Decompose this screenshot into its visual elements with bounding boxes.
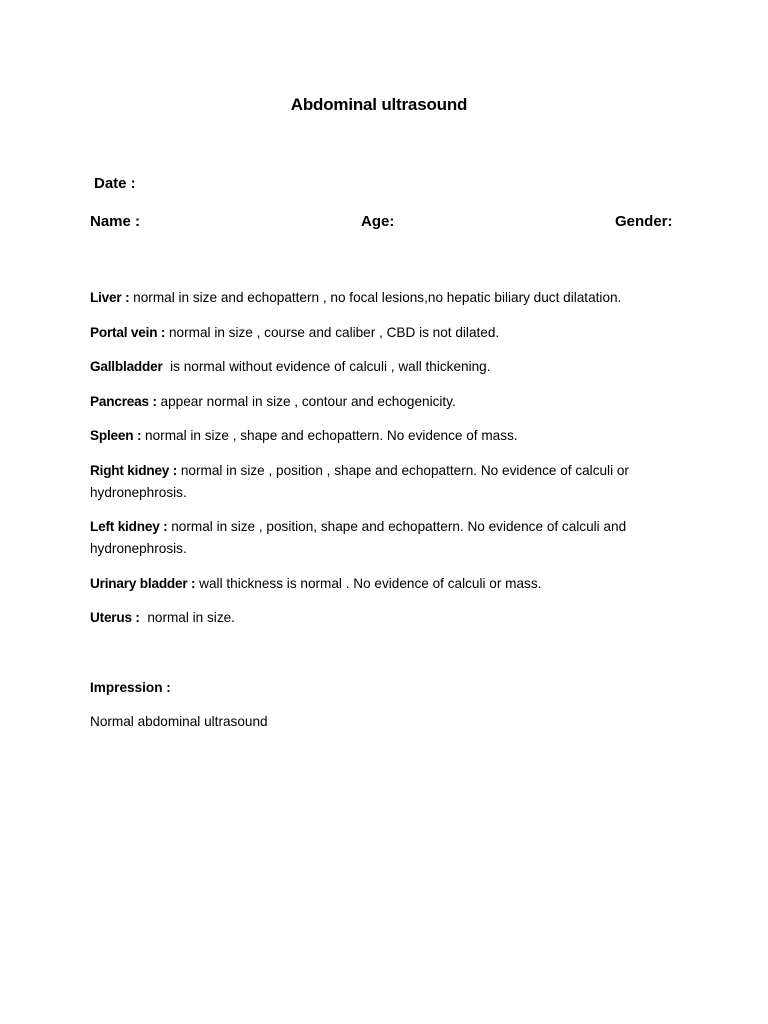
impression-label: Impression : — [90, 680, 171, 695]
organ-label: Gallbladder — [90, 359, 163, 374]
findings-section — [90, 287, 690, 642]
organ-label: Portal vein : — [90, 324, 166, 340]
finding-text: normal in size and echopattern , no focal lesions,no hepatic biliary duct dilatation. — [129, 290, 622, 305]
finding-urinary-bladder — [90, 573, 690, 595]
finding-pancreas — [90, 391, 690, 413]
finding-text: normal in size , position, shape and echopattern. No evidence of calculi and hydronephrosis. — [90, 519, 627, 556]
finding-right-kidney — [90, 460, 690, 504]
finding-portal-vein — [90, 322, 690, 344]
impression-text: Normal abdominal ultrasound — [90, 714, 268, 729]
organ-label: Urinary bladder : — [90, 575, 196, 591]
age-label: Age: — [361, 213, 395, 230]
finding-text: normal in size , position , shape and echopattern. No evidence of calculi or hydronephrosis. — [90, 462, 629, 500]
organ-label: Pancreas : — [90, 393, 157, 409]
finding-text: appear normal in size , contour and echogenicity. — [156, 393, 456, 409]
finding-text: normal in size. — [139, 610, 235, 625]
finding-liver — [90, 287, 690, 309]
finding-uterus — [90, 607, 690, 629]
date-label: Date : — [94, 175, 136, 192]
finding-gallbladder — [90, 356, 690, 378]
finding-left-kidney — [90, 516, 690, 560]
organ-label: Liver : — [90, 290, 130, 305]
finding-text: wall thickness is normal . No evidence of calculi or mass. — [195, 575, 542, 591]
report-title: Abdominal ultrasound — [290, 95, 468, 114]
finding-text: is normal without evidence of calculi , wall thickening. — [162, 359, 491, 374]
organ-label: Left kidney : — [90, 519, 168, 534]
finding-text: normal in size , course and caliber , CBD is not dilated. — [165, 324, 500, 340]
organ-label: Uterus : — [90, 610, 140, 625]
gender-label: Gender: — [615, 213, 673, 230]
finding-spleen — [90, 425, 690, 447]
finding-text: normal in size , shape and echopattern. No evidence of mass. — [141, 428, 518, 443]
name-label: Name : — [90, 213, 141, 230]
organ-label: Spleen : — [90, 428, 142, 443]
organ-label: Right kidney : — [90, 462, 178, 478]
